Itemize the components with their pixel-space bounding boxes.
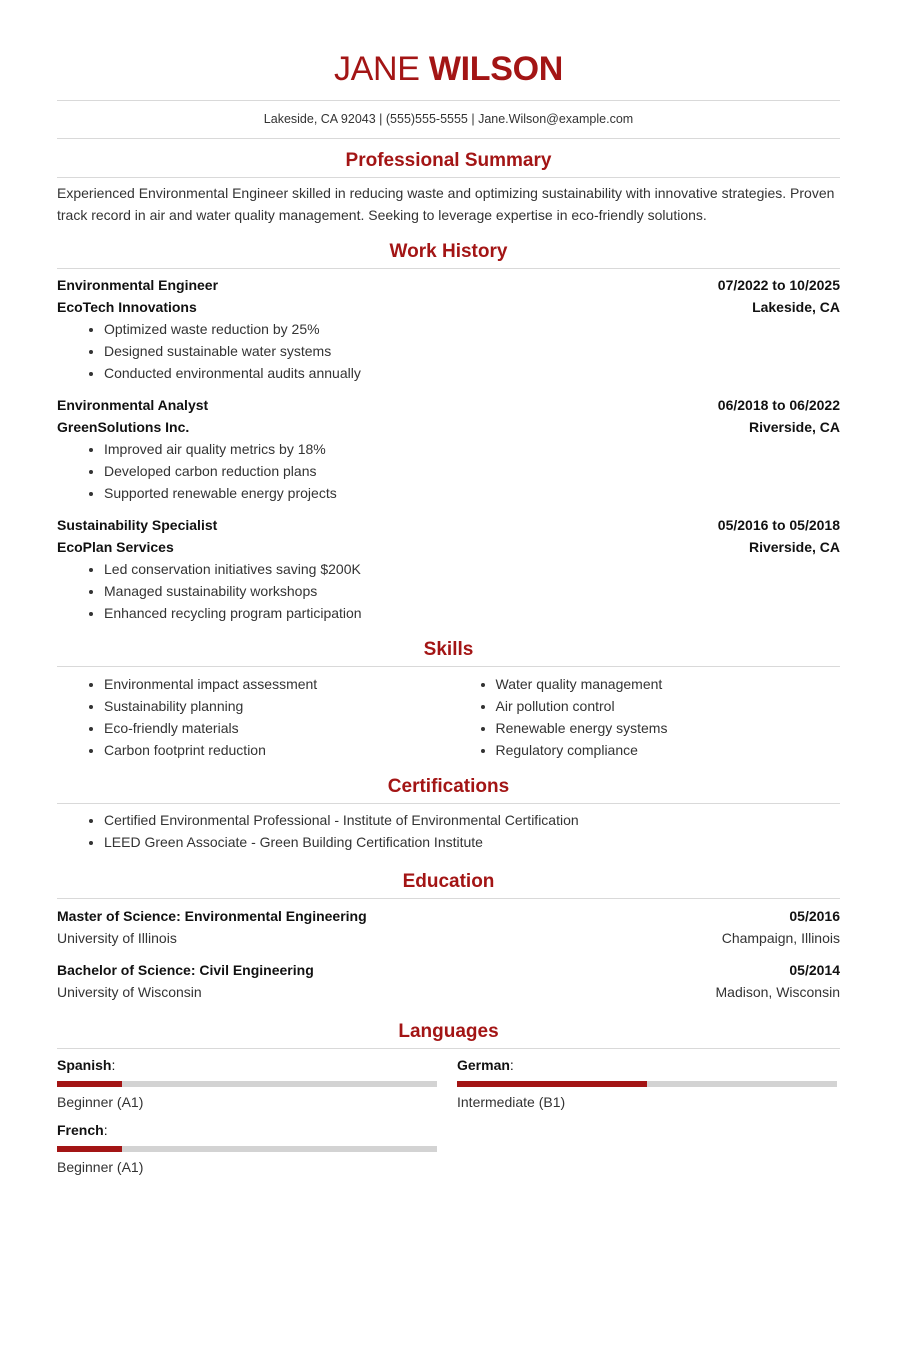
certifications-divider	[57, 803, 840, 804]
education-entry	[57, 905, 840, 949]
job-location: Lakeside, CA	[752, 299, 840, 315]
skills-heading: Skills	[423, 639, 474, 660]
language-level: Intermediate (B1)	[457, 1094, 566, 1110]
work-history-divider	[57, 268, 840, 269]
job-entry	[57, 514, 840, 624]
skills-list	[57, 673, 840, 761]
certification-item: • Certified Environmental Professional - Institute of Environmental Certification	[104, 809, 840, 831]
proficiency-fill	[57, 1146, 122, 1152]
job-bullet: • Optimized waste reduction by 25%	[104, 318, 840, 340]
language-name: French	[57, 1122, 104, 1138]
resume-page	[57, 0, 840, 1184]
education-entry	[57, 959, 840, 1003]
job-dates: 07/2022 to 10/2025	[717, 277, 840, 293]
language-item: German: Intermediate (B1)	[457, 1054, 837, 1113]
proficiency-bar	[57, 1146, 437, 1152]
job-location: Riverside, CA	[748, 539, 840, 555]
skill-item: • Regulatory compliance	[496, 739, 841, 761]
languages-heading: Languages	[398, 1021, 499, 1042]
skill-item: • Environmental impact assessment	[104, 673, 449, 695]
job-company: EcoTech Innovations	[57, 299, 197, 315]
graduation-date: 05/2014	[789, 962, 840, 978]
language-item: French: Beginner (A1)	[57, 1119, 437, 1178]
languages-divider	[57, 1048, 840, 1049]
proficiency-bar	[457, 1081, 837, 1087]
candidate-name	[57, 48, 840, 90]
skill-item: • Carbon footprint reduction	[104, 739, 449, 761]
degree-line: Master of Science: Environmental Engineering	[57, 908, 367, 924]
languages-list	[57, 1054, 840, 1184]
school-location: Champaign, Illinois	[721, 930, 840, 946]
job-title: Sustainability Specialist	[57, 517, 218, 533]
summary-divider	[57, 177, 840, 178]
field-of-study: Civil Engineering	[199, 962, 314, 978]
job-company: GreenSolutions Inc.	[57, 419, 190, 435]
job-bullet: • Developed carbon reduction plans	[104, 460, 840, 482]
certification-item: • LEED Green Associate - Green Building Certification Institute	[104, 831, 840, 853]
graduation-date: 05/2016	[789, 908, 840, 924]
skill-item: • Water quality management	[496, 673, 841, 695]
job-bullet: • Led conservation initiatives saving $200K	[104, 558, 840, 580]
header-divider	[57, 100, 840, 101]
proficiency-fill	[457, 1081, 647, 1087]
education-divider	[57, 898, 840, 899]
last-name: WILSON	[428, 50, 564, 88]
proficiency-bar	[57, 1081, 437, 1087]
skills-column-left	[57, 673, 449, 761]
first-name: JANE	[333, 50, 420, 88]
job-bullets	[57, 318, 840, 384]
job-dates: 05/2016 to 05/2018	[717, 517, 840, 533]
language-level: Beginner (A1)	[57, 1094, 144, 1110]
work-history-heading: Work History	[389, 241, 508, 262]
school-location: Madison, Wisconsin	[715, 984, 840, 1000]
certifications-list	[57, 809, 840, 853]
contact-info: Lakeside, CA 92043 | (555)555-5555 | Jane.Wilson@example.com	[263, 112, 634, 126]
job-entry	[57, 394, 840, 504]
language-name: German	[457, 1057, 510, 1073]
language-name: Spanish	[57, 1057, 112, 1073]
job-location: Riverside, CA	[748, 419, 840, 435]
job-title: Environmental Analyst	[57, 397, 209, 413]
job-entry	[57, 274, 840, 384]
job-bullet: • Improved air quality metrics by 18%	[104, 438, 840, 460]
job-bullet: • Conducted environmental audits annually	[104, 362, 840, 384]
skill-item: • Sustainability planning	[104, 695, 449, 717]
job-company: EcoPlan Services	[57, 539, 174, 555]
job-bullet: • Designed sustainable water systems	[104, 340, 840, 362]
job-bullets	[57, 438, 840, 504]
language-level: Beginner (A1)	[57, 1159, 144, 1175]
degree: Master of Science	[57, 908, 177, 924]
job-bullet: • Managed sustainability workshops	[104, 580, 840, 602]
degree: Bachelor of Science	[57, 962, 191, 978]
skill-item: • Eco-friendly materials	[104, 717, 449, 739]
skills-divider	[57, 666, 840, 667]
skill-item: • Renewable energy systems	[496, 717, 841, 739]
school-name: University of Illinois	[57, 930, 177, 946]
summary-heading: Professional Summary	[345, 150, 552, 171]
school-name: University of Wisconsin	[57, 984, 202, 1000]
education-heading: Education	[402, 871, 495, 892]
summary-text: Experienced Environmental Engineer skilled in reducing waste and optimizing sustainability with innovative strategies. Proven track record in air and water quality management. Seeking to leverage expertise in eco-friendly solutions.	[57, 185, 835, 223]
proficiency-fill	[57, 1081, 122, 1087]
job-bullets	[57, 558, 840, 624]
skill-item: • Air pollution control	[496, 695, 841, 717]
job-bullet: • Enhanced recycling program participation	[104, 602, 840, 624]
job-bullet: • Supported renewable energy projects	[104, 482, 840, 504]
job-title: Environmental Engineer	[57, 277, 219, 293]
field-of-study: Environmental Engineering	[184, 908, 367, 924]
job-dates: 06/2018 to 06/2022	[717, 397, 840, 413]
language-item: Spanish: Beginner (A1)	[57, 1054, 437, 1113]
contact-divider	[57, 138, 840, 139]
certifications-heading: Certifications	[387, 776, 510, 797]
degree-line: Bachelor of Science: Civil Engineering	[57, 962, 314, 978]
skills-column-right	[449, 673, 841, 761]
